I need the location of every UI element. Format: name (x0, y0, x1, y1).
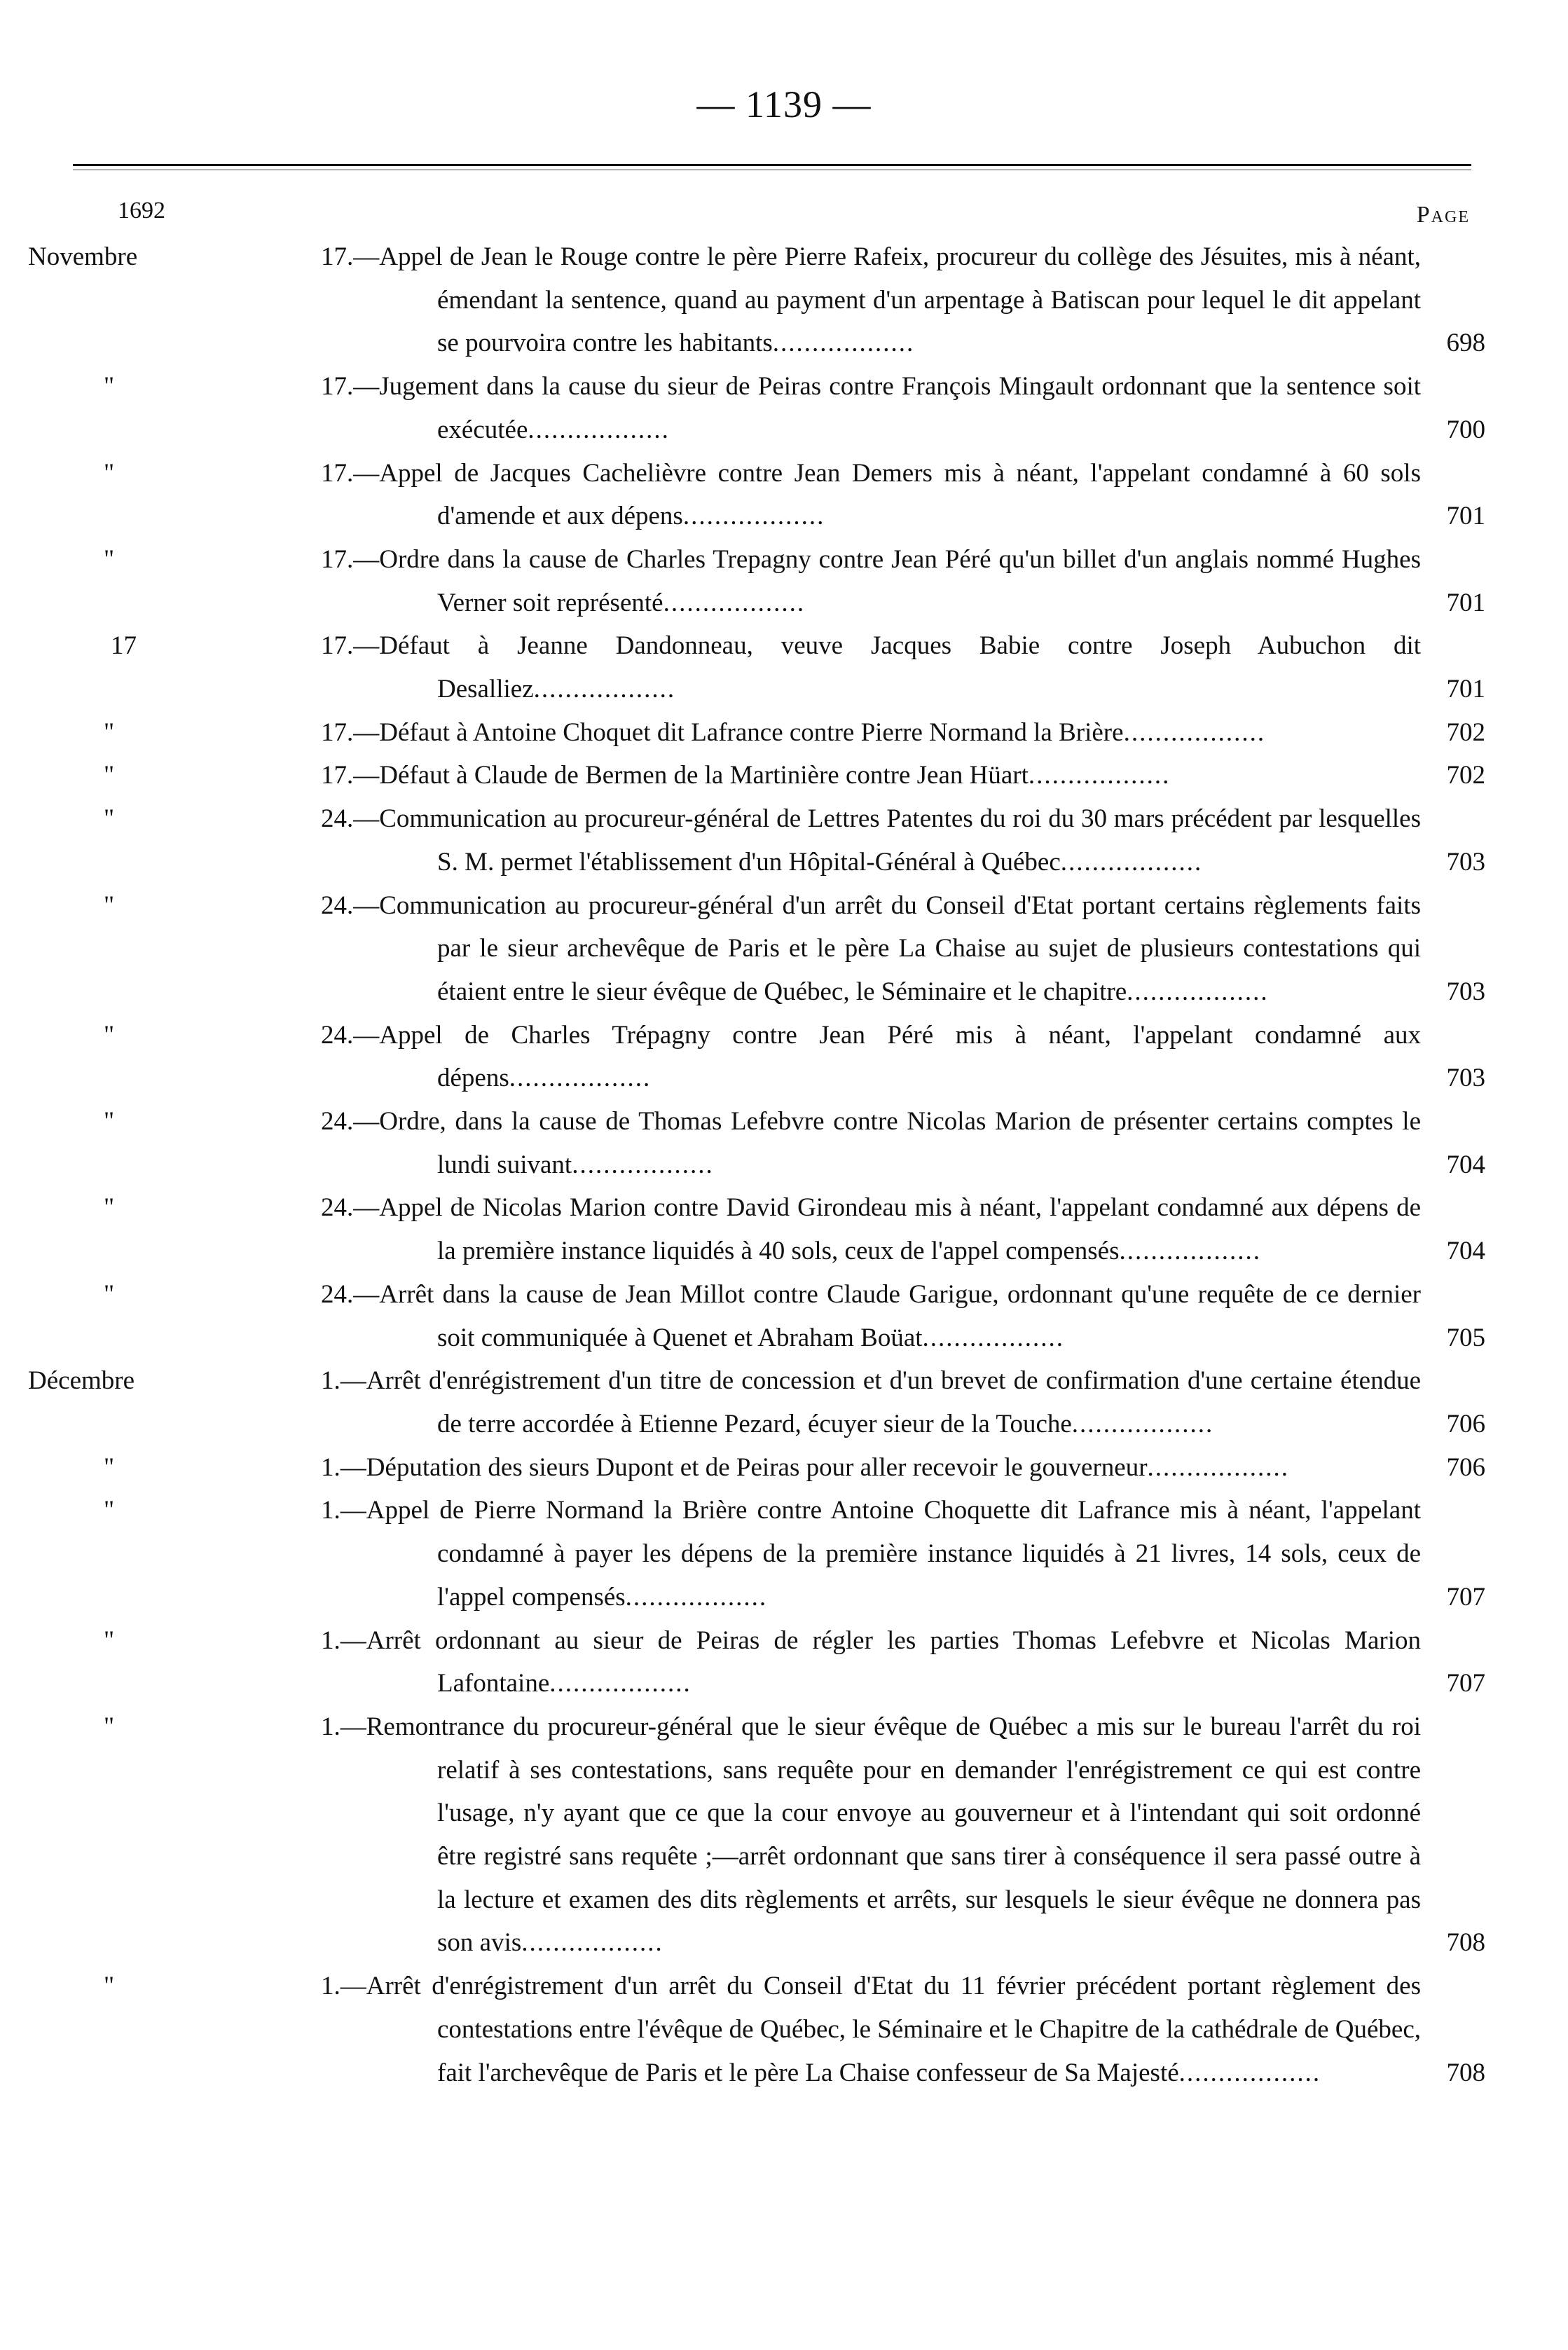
entry-description: —Ordre dans la cause de Charles Trepagny contre Jean Péré qu'un billet d'un anglais nommé Hughes Verner soit représenté (353, 544, 1421, 617)
entry-month: " (104, 1279, 115, 1309)
entry-description: —Arrêt ordonnant au sieur de Peiras de régler les parties Thomas Lefebvre et Nicolas Marion Lafontaine (340, 1626, 1421, 1698)
column-header (118, 198, 1470, 233)
leader-dots: .................. (1178, 2058, 1321, 2087)
entry-month: " (104, 1626, 115, 1655)
leader-dots: .................. (772, 329, 915, 358)
leader-dots: .................. (1123, 717, 1266, 747)
entry-body (321, 1619, 1421, 1705)
leader-dots: .................. (572, 1150, 714, 1179)
entry-day: 24. (321, 804, 354, 834)
entry-page-number: 701 (1446, 588, 1485, 617)
entry-month: Novembre (28, 242, 138, 271)
entry-description: —Appel de Jacques Cachelièvre contre Jean Demers mis à néant, l'appelant condamné à 60 sols d'amende et aux dépens (353, 458, 1421, 531)
leader-dots: .................. (1028, 761, 1171, 790)
entry-text (321, 1014, 1421, 1100)
entry-page-number: 703 (1446, 977, 1485, 1006)
entry-page-number: 700 (1446, 415, 1485, 444)
entry-day: 1. (321, 1366, 341, 1396)
leader-dots: .................. (922, 1323, 1065, 1352)
list-item (28, 1489, 1485, 1619)
entry-month: " (104, 1452, 115, 1482)
entry-month: 17 (111, 631, 137, 661)
entry-description: —Défaut à Claude de Bermen de la Martinière contre Jean Hüart (353, 761, 1029, 790)
entry-description: —Jugement dans la cause du sieur de Peiras contre François Mingault ordonnant que la sentence soit exécutée (353, 372, 1421, 444)
entry-text (321, 624, 1421, 710)
entry-description: —Appel de Jean le Rouge contre le père Pierre Rafeix, procureur du collège des Jésuites, mis à néant, émendant la sentence, quand au payment d'un arpentage à Batiscan pour lequel le dit appelant se pourvoira contre les habitants (353, 242, 1421, 358)
entry-day: 17. (321, 761, 354, 790)
entry-day: 17. (321, 717, 354, 747)
entry-description: —Arrêt d'enrégistrement d'un arrêt du Conseil d'Etat du 11 février précédent portant règlement des contestations entre l'évêque de Québec, le Séminaire et le Chapitre de la cathédrale de Québec, fait l'archevêque de Paris et le père La Chaise confesseur de Sa Majesté (340, 1972, 1421, 2087)
entry-description: —Ordre, dans la cause de Thomas Lefebvre contre Nicolas Marion de présenter certains comptes le lundi suivant (353, 1107, 1421, 1179)
entry-day: 24. (321, 1193, 354, 1223)
entry-body (321, 624, 1421, 710)
entry-day: 17. (321, 631, 354, 661)
list-item (28, 1619, 1485, 1705)
list-item (28, 1100, 1485, 1186)
entry-description: —Députation des sieurs Dupont et de Peiras pour aller recevoir le gouverneur (340, 1452, 1148, 1482)
entry-text (321, 884, 1421, 1014)
entry-day: 17. (321, 544, 354, 574)
list-item (28, 1965, 1485, 2094)
entry-description: —Communication au procureur-général de Lettres Patentes du roi du 30 mars précédent par lesquelles S. M. permet l'établissement d'un Hôpital-Général à Québec (353, 804, 1421, 877)
entry-description: —Communication au procureur-général d'un arrêt du Conseil d'Etat portant certains règlements faits par le sieur archevêque de Paris et le père La Chaise au sujet de plusieurs contestations qui étaient entre le sieur évêque de Québec, le Séminaire et le chapitre (353, 891, 1421, 1006)
entry-text (321, 1359, 1421, 1445)
leader-dots: .................. (663, 588, 806, 617)
entry-body (321, 235, 1421, 365)
entry-month: " (104, 891, 115, 920)
entry-month: " (104, 1193, 115, 1223)
entry-body (321, 1359, 1421, 1445)
entry-day: 1. (321, 1452, 341, 1482)
entry-text (321, 754, 1421, 797)
list-item (28, 624, 1485, 710)
entry-month: " (104, 544, 115, 574)
entry-description: —Défaut à Antoine Choquet dit Lafrance contre Pierre Normand la Brière (353, 717, 1124, 747)
list-item (28, 1273, 1485, 1359)
entry-text (321, 797, 1421, 884)
year-label: 1692 (118, 198, 165, 224)
entry-description: —Appel de Pierre Normand la Brière contre Antoine Choquette dit Lafrance mis à néant, l'appelant condamné à payer les dépens de la première instance liquidés à 21 livres, 14 sols, ceux de l'appel compensés (340, 1496, 1421, 1612)
leader-dots: .................. (1060, 847, 1203, 877)
entry-page-number: 701 (1446, 502, 1485, 531)
list-item (28, 1446, 1485, 1490)
list-item (28, 711, 1485, 755)
list-item (28, 797, 1485, 884)
entry-body (321, 1489, 1421, 1619)
entry-description: —Arrêt dans la cause de Jean Millot contre Claude Garigue, ordonnant qu'une requête de ce dernier soit communiquée à Quenet et Abraham Boüat (353, 1279, 1421, 1352)
leader-dots: .................. (625, 1582, 768, 1612)
entry-text (321, 1489, 1421, 1619)
entry-body (321, 538, 1421, 624)
entry-text (321, 365, 1421, 451)
entry-month: " (104, 804, 115, 834)
entry-body (321, 754, 1421, 797)
entry-month: Décembre (28, 1366, 135, 1396)
list-item (28, 235, 1485, 365)
list-item (28, 754, 1485, 797)
entry-page-number: 708 (1446, 2058, 1485, 2087)
entry-day: 1. (321, 1496, 341, 1525)
entry-body (321, 711, 1421, 755)
list-item (28, 452, 1485, 538)
entry-month: " (104, 1020, 115, 1050)
entry-body (321, 884, 1421, 1014)
entry-text (321, 235, 1421, 365)
entry-text (321, 1965, 1421, 2094)
entry-day: 24. (321, 1020, 354, 1050)
entry-text (321, 711, 1421, 755)
leader-dots: .................. (528, 415, 670, 444)
list-item (28, 1186, 1485, 1272)
entry-page-number: 707 (1446, 1582, 1485, 1612)
entry-body (321, 1273, 1421, 1359)
leader-dots: .................. (533, 675, 676, 704)
entry-description: —Appel de Charles Trépagny contre Jean Péré mis à néant, l'appelant condamné aux dépens (353, 1020, 1421, 1093)
entry-text (321, 1446, 1421, 1490)
entry-month: " (104, 458, 115, 488)
entry-text (321, 1705, 1421, 1965)
entry-day: 17. (321, 242, 354, 271)
header-rule (73, 164, 1471, 166)
entry-page-number: 706 (1446, 1452, 1485, 1482)
entry-text (321, 1273, 1421, 1359)
entry-text (321, 1100, 1421, 1186)
leader-dots: .................. (509, 1064, 652, 1093)
entry-month: " (104, 1972, 115, 2001)
list-item (28, 538, 1485, 624)
entry-day: 1. (321, 1972, 341, 2001)
entry-body (321, 1446, 1421, 1490)
entry-month: " (104, 761, 115, 790)
entry-body (321, 1014, 1421, 1100)
entry-day: 24. (321, 1279, 354, 1309)
entry-day: 1. (321, 1626, 341, 1655)
entry-page-number: 698 (1446, 329, 1485, 358)
entry-description: —Remontrance du procureur-général que le sieur évêque de Québec a mis sur le bureau l'arrêt du roi relatif à ses contestations, sans requête pour en demander l'enrégistrement ce qui est contre l'usage, n'y ayant que ce que la cour envoye au gouverneur et à l'intendant qui soit ordonné être registré sans requête ;—arrêt ordonnant que sans tirer à conséquence il sera passé outre à la lecture et examen des dits règlements et arrêts, sur lesquels le sieur évêque ne donnera pas son avis (340, 1712, 1421, 1958)
entry-page-number: 702 (1446, 761, 1485, 790)
leader-dots: .................. (682, 502, 825, 531)
entry-page-number: 703 (1446, 1064, 1485, 1093)
entry-page-number: 707 (1446, 1669, 1485, 1698)
entry-page-number: 703 (1446, 847, 1485, 877)
entry-day: 1. (321, 1712, 341, 1741)
entry-text (321, 1186, 1421, 1272)
entry-page-number: 701 (1446, 675, 1485, 704)
entry-page-number: 705 (1446, 1323, 1485, 1352)
entry-page-number: 708 (1446, 1928, 1485, 1958)
entry-page-number: 704 (1446, 1150, 1485, 1179)
entry-day: 17. (321, 372, 354, 401)
list-item (28, 884, 1485, 1014)
entry-page-number: 706 (1446, 1409, 1485, 1438)
entry-text (321, 1619, 1421, 1705)
list-item (28, 365, 1485, 451)
entry-body (321, 365, 1421, 451)
entry-description: —Appel de Nicolas Marion contre David Girondeau mis à néant, l'appelant condamné aux dépens de la première instance liquidés à 40 sols, ceux de l'appel compensés (353, 1193, 1421, 1266)
entry-body (321, 452, 1421, 538)
leader-dots: .................. (549, 1669, 692, 1698)
leader-dots: .................. (521, 1928, 663, 1958)
list-item (28, 1014, 1485, 1100)
entry-body (321, 1100, 1421, 1186)
entry-day: 17. (321, 458, 354, 488)
entry-text (321, 538, 1421, 624)
entry-description: —Arrêt d'enrégistrement d'un titre de concession et d'un brevet de confirmation d'une certaine étendue de terre accordée à Etienne Pezard, écuyer sieur de la Touche (340, 1366, 1421, 1438)
entry-page-number: 704 (1446, 1237, 1485, 1266)
leader-dots: .................. (1127, 977, 1269, 1006)
list-item (28, 1359, 1485, 1445)
entries-list (28, 235, 1485, 2094)
entry-page-number: 702 (1446, 717, 1485, 747)
list-item (28, 1705, 1485, 1965)
entry-month: " (104, 717, 115, 747)
leader-dots: .................. (1147, 1452, 1290, 1482)
leader-dots: .................. (1119, 1237, 1261, 1266)
entry-month: " (104, 1712, 115, 1741)
entry-text (321, 452, 1421, 538)
entry-body (321, 1705, 1421, 1965)
entry-month: " (104, 372, 115, 401)
entry-body (321, 1965, 1421, 2094)
entry-body (321, 1186, 1421, 1272)
entry-day: 24. (321, 891, 354, 920)
page-number: — 1139 — (696, 83, 872, 125)
entry-description: —Défaut à Jeanne Dandonneau, veuve Jacques Babie contre Joseph Aubuchon dit Desalliez (353, 631, 1421, 704)
entry-body (321, 797, 1421, 884)
page-column-label: Page (1416, 202, 1470, 228)
entry-month: " (104, 1107, 115, 1136)
entry-month: " (104, 1496, 115, 1525)
entry-day: 24. (321, 1107, 354, 1136)
leader-dots: .................. (1071, 1409, 1214, 1438)
